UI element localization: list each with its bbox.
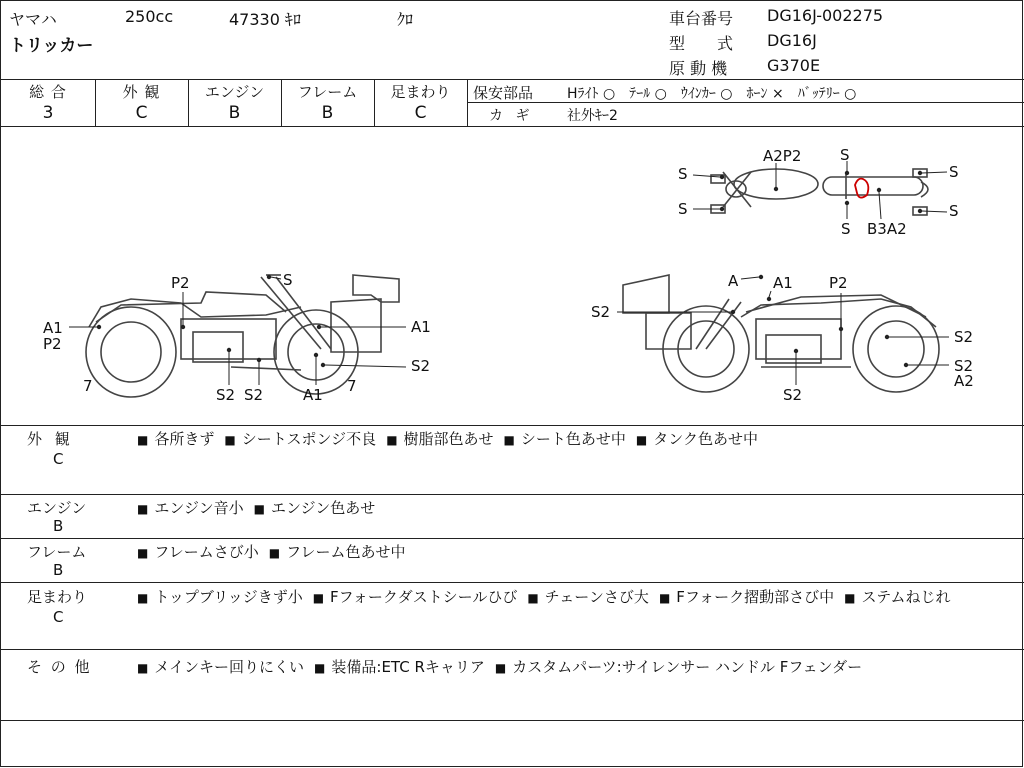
bike-right-view: [623, 275, 939, 392]
remark-item: ■ メインキー回りにくい: [137, 658, 305, 676]
divider: [1, 538, 1024, 539]
remark-items: [137, 541, 1017, 564]
key-value: 社外ｷｰ2: [567, 108, 618, 124]
left-label-7: 7: [83, 377, 93, 395]
grade-overall-label: 総 合: [29, 83, 67, 101]
type-value: DG16J: [767, 31, 817, 50]
diagram-dots: [97, 171, 922, 367]
type-label: 型 式: [669, 34, 734, 53]
safety-label: 保安部品: [473, 84, 534, 102]
right-label-p2: P2: [829, 274, 848, 292]
remark-item: ■ エンジン音小: [137, 499, 244, 517]
grade-suspension-label: 足まわり: [390, 83, 451, 101]
left-label-p2: P2: [43, 335, 62, 353]
top-label-s: S: [678, 200, 688, 218]
remark-category: 足まわり: [27, 588, 88, 606]
remark-item: ■ チェーンさび大: [527, 588, 649, 606]
leader-lines: [69, 161, 949, 385]
remark-grade: B: [53, 517, 64, 535]
remark-item: ■ フレーム色あせ中: [268, 543, 406, 561]
remark-grade: C: [53, 450, 64, 468]
remark-items: [137, 428, 1017, 451]
color: ｸﾛ: [397, 10, 414, 29]
right-label-a2: A2: [954, 372, 974, 390]
mileage: 47330 ｷﾛ: [229, 10, 301, 29]
divider: [1, 79, 1024, 80]
right-label-a: A: [728, 272, 739, 290]
right-label-s2: S2: [591, 303, 611, 321]
divider: [1, 720, 1024, 721]
maker: ヤマハ: [9, 10, 57, 29]
bike-top-view: [711, 169, 928, 215]
top-label-s: S: [949, 202, 959, 220]
safety-items: Hﾗｲﾄ ○ ﾃｰﾙ ○ ｳｲﾝｶｰ ○ ﾎｰﾝ × ﾊﾞｯﾃﾘｰ ○: [567, 86, 857, 102]
remark-category: そ の 他: [27, 658, 92, 676]
top-label-s: S: [949, 163, 959, 181]
displacement: 250cc: [125, 7, 174, 26]
top-label-s: S: [678, 165, 688, 183]
right-label-s2: S2: [954, 328, 974, 346]
left-label-s2: S2: [411, 357, 431, 375]
left-label-a1: A1: [411, 318, 431, 336]
top-label-a2p2: A2P2: [763, 147, 802, 165]
divider: [1, 582, 1024, 583]
frame-no-label: 車台番号: [669, 9, 734, 28]
key-label: カ ギ: [489, 108, 534, 124]
grade-engine-value: B: [228, 103, 241, 123]
remark-item: ■ シートスポンジ不良: [224, 430, 377, 448]
model-name: トリッカー: [9, 36, 94, 56]
top-label-s: S: [841, 220, 851, 238]
left-label-s2: S2: [216, 386, 236, 404]
right-label-s2: S2: [783, 386, 803, 404]
remark-item: ■ フレームさび小: [137, 543, 259, 561]
remark-item: ■ タンク色あせ中: [635, 430, 758, 448]
left-label-a1: A1: [43, 319, 63, 337]
grade-frame-label: フレーム: [297, 83, 358, 101]
remark-items: [137, 656, 1017, 679]
grade-frame-value: B: [321, 103, 334, 123]
remark-grade: C: [53, 608, 64, 626]
remark-item: ■ シート色あせ中: [503, 430, 626, 448]
grade-exterior-value: C: [135, 103, 148, 123]
remark-item: ■ Fフォーク摺動部さび中: [658, 588, 835, 606]
remark-grade: B: [53, 561, 64, 579]
left-label-7: 7: [347, 377, 357, 395]
remark-category: 外 観: [27, 430, 74, 448]
right-label-s2: S2: [954, 357, 974, 375]
divider: [467, 79, 468, 126]
divider: [1, 494, 1024, 495]
left-label-s2: S2: [244, 386, 264, 404]
grade-engine-label: エンジン: [204, 83, 265, 101]
remark-item: ■ トップブリッジきず小: [137, 588, 303, 606]
remark-item: ■ 装備品:ETC Rキャリア: [314, 658, 485, 676]
frame-no: DG16J-002275: [767, 6, 884, 25]
remark-item: ■ ステムねじれ: [844, 588, 951, 606]
left-label-a1: A1: [303, 386, 323, 404]
divider: [1, 425, 1024, 426]
top-label-b3a2: B3A2: [867, 220, 907, 238]
right-label-a1: A1: [773, 274, 793, 292]
engine-label: 原 動 機: [669, 59, 728, 78]
left-label-s: S: [283, 271, 293, 289]
remark-item: ■ 樹脂部色あせ: [386, 430, 494, 448]
motorcycle-diagram: [1, 127, 1023, 425]
grade-suspension-value: C: [414, 103, 427, 123]
grade-exterior-label: 外 観: [122, 83, 161, 101]
engine-value: G370E: [767, 56, 821, 75]
remark-items: [137, 497, 1017, 520]
left-label-p2: P2: [171, 274, 190, 292]
divider: [1, 649, 1024, 650]
remark-item: ■ エンジン色あせ: [253, 499, 376, 517]
grade-overall-value: 3: [42, 103, 54, 123]
remark-item: ■ カスタムパーツ:サイレンサー ハンドル Fフェンダー: [494, 658, 863, 676]
remark-category: エンジン: [27, 499, 87, 517]
remark-item: ■ Fフォークダストシールひび: [312, 588, 518, 606]
remark-category: フレーム: [27, 543, 87, 561]
remark-item: ■ 各所きず: [137, 430, 215, 448]
top-label-s: S: [840, 146, 850, 164]
remark-items: [137, 586, 1013, 609]
